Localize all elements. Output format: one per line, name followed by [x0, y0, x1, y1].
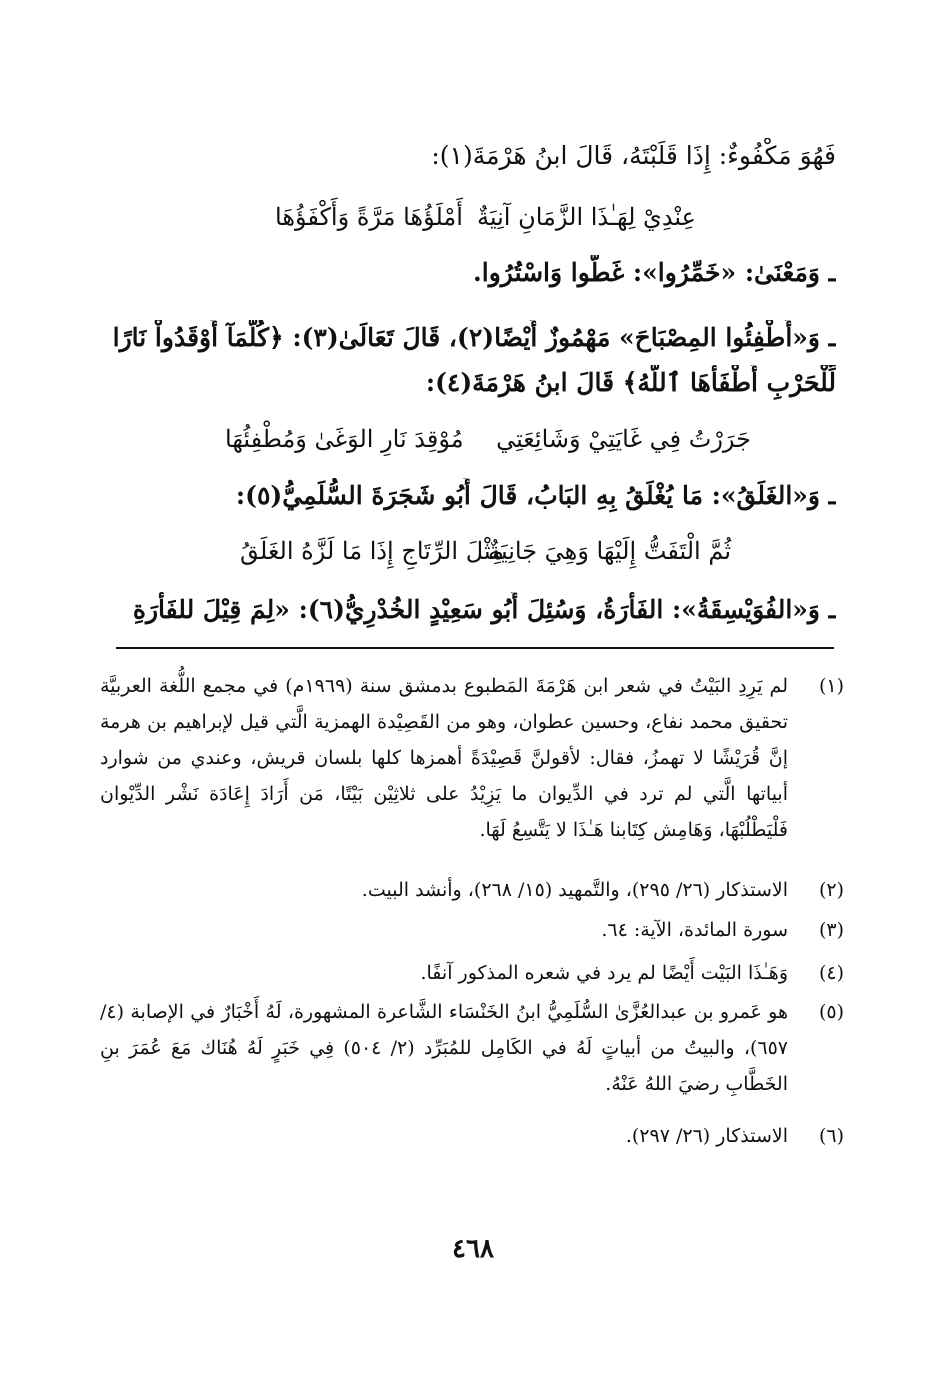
verse-3-second-hemistich: مِثْلَ الرِّتَاجِ إِذَا مَا لَزَّهُ الغَلَقُ: [240, 537, 504, 565]
footnote-6-text: الاستذكار (٢٦/ ٢٩٧).: [625, 1125, 788, 1147]
body-line-1: فَهُوَ مَكْفُوءٌ: إِذَا قَلَبْتَهُ، قَالَ ابنُ هَرْمَةَ(١):: [431, 141, 836, 170]
footnote-5-text: هو عَمرو بن عبدالعُزَّىٰ السُّلَمِيُّ ابنُ الخَنْسَاء الشَّاعرة المشهورة، لَهُ أَخْبَارٌ في الإصابة (٤/ ٦٥٧)، والبيتُ من أبياتٍ لَهُ في الكَامِل للمُبَرِّد (٢/ ٥٠٤) فِي خَبَرٍ لَهُ هُنَاك مَعَ عُمَرَ بنِ الخَطَّابِ رضيَ اللهُ عَنْهُ.: [100, 1001, 788, 1095]
page-number: ٤٦٨: [452, 1234, 494, 1264]
footnote-6: [100, 1118, 844, 1154]
verse-1-second-hemistich: أَمْلَؤُهَا مَرَّةً وَأَكْفَؤُهَا: [275, 203, 463, 231]
verse-1-first-hemistich: عِنْدِيْ لِهَـٰذَا الزَّمَانِ آنِيَةٌ: [477, 203, 696, 231]
body-line-4: لِّلْحَرْبِ أَطْفَأَهَا ٱللَّهُ﴾ قَالَ ابنُ هَرْمَةَ(٤):: [425, 368, 836, 397]
footnote-2-text: الاستذكار (٢٦/ ٢٩٥)، والتَّمهيد (١٥/ ٢٦٨)، وأنشد البيت.: [361, 879, 788, 901]
footnote-5-number: (٥): [818, 1001, 844, 1023]
footnote-1: [100, 668, 844, 848]
footnote-4-text: وَهَـٰذَا البَيْت أَيْضًا لم يرد في شعره المذكور آنفًا.: [420, 962, 788, 984]
footnote-4-number: (٤): [818, 962, 844, 984]
verse-2-second-hemistich: مُوْقِدَ نَارِ الوَغَىٰ وَمُطْفِئُهَا: [225, 425, 464, 453]
footnote-2-number: (٢): [818, 879, 844, 901]
footnote-separator: [116, 647, 834, 649]
footnote-1-number: (١): [818, 675, 844, 697]
footnote-3-text: سورة المائدة، الآية: ٦٤.: [601, 919, 788, 941]
footnote-1-text: لم يَرِدِ البَيْتُ في شعر ابن هَرْمَةَ المَطبوع بدمشق سنة (١٩٦٩م) في مجمع اللُّغة العربيَّة تحقيق محمد نفاع، وحسين عطوان، وهو من القَصِيْدة الهمزية الَّتي قيل لإبراهيم بن هرمة إنَّ قُرَيْشًا لا تهمزُ، فقال: لأقولنَّ قَصِيْدَةً أهمزها كلها بلسان قريش، وعندي من شوارد أبياتها الَّتي لم ترد في الدِّيوان ما يَزِيْدُ على ثلاثِيْن بَيْتًا، مَن أَرَادَ إِعَادَة نَشْر الدِّيْوان فَلْيَطْلُبْهَا، وَهَامِش كِتَابنا هَـٰذَا لا يَتَّسِعُ لَهَا.: [100, 675, 788, 841]
verse-3-first-hemistich: ثُمَّ الْتَفَتُّ إِلَيْهَا وَهِيَ جَانِيَةٌ: [488, 537, 731, 565]
footnote-2: [100, 872, 844, 908]
verse-2-first-hemistich: جَرَرْتُ فِي غَايَتِيْ وَشَائِعَتِي: [496, 425, 751, 453]
footnote-4: [100, 955, 844, 991]
body-line-5: ـ وَ«الغَلَقُ»: مَا يُغْلَقُ بِهِ البَابُ، قَالَ أَبُو شَجَرَةَ السُّلَمِيُّ(٥):: [235, 481, 836, 510]
body-line-2: ـ وَمَعْنَىٰ: «خَمِّرُوا»: غَطُّوا وَاسْتُرُوا.: [473, 258, 836, 287]
footnote-5: [100, 994, 844, 1102]
footnote-6-number: (٦): [818, 1125, 844, 1147]
footnote-3: [100, 912, 844, 948]
footnote-3-number: (٣): [818, 919, 844, 941]
body-line-3: ـ وَ«أَطْفِئُوا المِصْبَاحَ» مَهْمُوزٌ أَيْضًا(٢)، قَالَ تَعَالَىٰ(٣): ﴿كُلَّمَآ أَوْقَدُواْ نَارًا: [112, 323, 836, 352]
body-line-6: ـ وَ«الفُوَيْسِقَةُ»: الفَأْرَةُ، وَسُئِلَ أَبُو سَعِيْدٍ الخُدْرِيُّ(٦): «لِمَ قِيْلَ للفَأْرَةِ: [132, 595, 836, 624]
